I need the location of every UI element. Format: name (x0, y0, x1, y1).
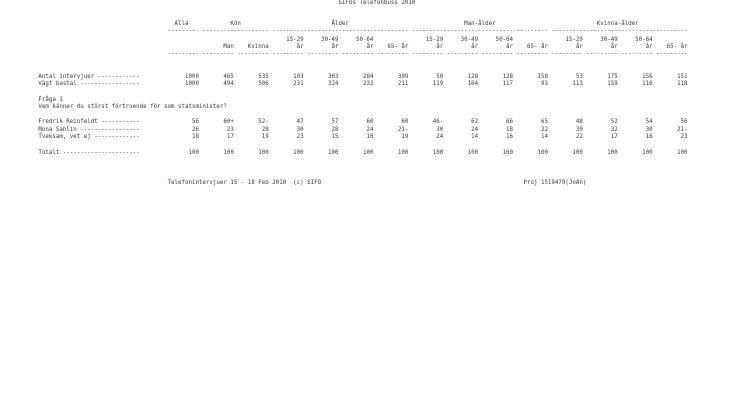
answer-row: Tveksam, vet ej ------------- 18 17 19 23 15 16 19 24 14 16 14 22 17 16 23 (0, 134, 692, 140)
footer-line: Telefonintervjuer 15 - 18 Feb 2010 (c) SIFO Proj 1519479(JoAn) (0, 180, 587, 186)
report-title: SIFOs Telefonbuss 2010 (0, 0, 416, 6)
answer-row: Fredrik Reinfeldt ----------- 56 60+ 52- 47 57 60 60 46- 62 66 65 48 52 54 56 (0, 119, 692, 125)
total-row: Totalt ---------------------- 100 100 100 100 100 100 100 100 100 100 100 100 100 100 100 (0, 150, 692, 156)
answer-row: Mona Sahlin ----------------- 26 23 28 30 28 24 21- 30 24 18 22 30 32 30 21- (0, 127, 692, 133)
question-number: Fråga 1 (0, 97, 63, 103)
column-underline: --------- --------- --------- --------- --------- --------- --------- --------- --------- --------- --------- --------- --------- --------- --------- (0, 51, 692, 57)
base-row: Vägt bastal ----------------- 1000 494 506 231 324 233 211 119 164 117 93 113 159 116 118 (0, 81, 692, 87)
group-underline: --------- ------------------- --------------------------------------- --------------------------------------- --------------------------------------- (0, 28, 692, 34)
base-row: Antal intervjuer ------------ 1000 465 535 103 303 284 309 50 128 128 158 53 175 156 151 (0, 74, 692, 80)
question-text: Vem känner du störst förtroende för som statsminister? (0, 104, 227, 110)
group-header-line: Alla Kön Ålder Man-ålder Kvinna-ålder (0, 21, 692, 27)
age-range-header-line: 15-29 30-49 50-64 15-29 30-49 50-64 15-29 30-49 50-64 (0, 37, 692, 43)
column-header-line: Man Kvinna år år år 65- år år år år 65- år år år år 65- år (0, 44, 692, 50)
